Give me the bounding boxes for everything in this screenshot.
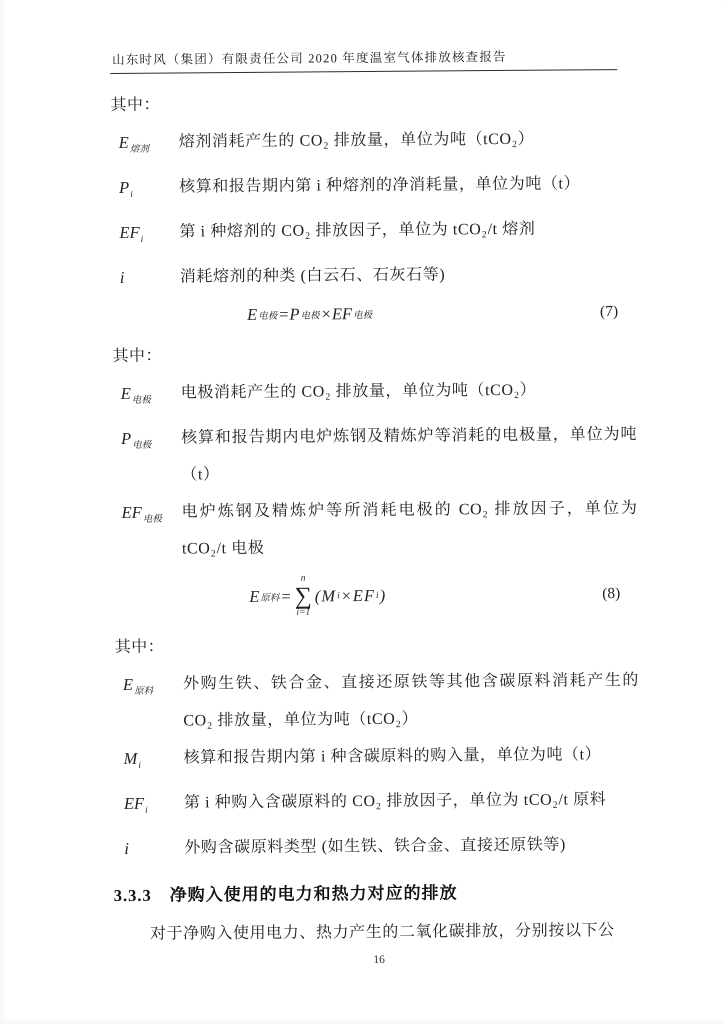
symbol-ef-electrode: $EF_{电极}$	[121, 502, 162, 525]
equation-7: E 电极 = P 电极 × EF 电极 (7)	[247, 303, 619, 324]
symbol-i: i	[124, 838, 129, 858]
summation-symbol: n ∑ i=1	[294, 573, 312, 618]
definition-text: 核算和报告期内第 i 种熔剂的净消耗量，单位为吨（t）	[179, 175, 581, 196]
definition-text: 电极消耗产生的 CO₂ 排放量，单位为吨（tCO₂）	[180, 381, 537, 402]
section-number: 3.3.3	[113, 885, 152, 906]
definition-text: 核算和报告期内第 i 种含碳原料的购入量，单位为吨（t）	[183, 746, 602, 767]
equation-number: (8)	[602, 584, 621, 602]
symbol-e-material: $E_{原料}$	[122, 674, 154, 697]
symbol-e-electrode: $E_{电极}$	[120, 383, 151, 406]
symbol-m-i: $M_i$	[123, 748, 142, 771]
where-label: 其中：	[114, 638, 165, 657]
definition-row	[113, 490, 638, 568]
symbol-p-electrode: $P_{电极}$	[120, 428, 152, 451]
running-header	[110, 46, 617, 74]
definition-row	[115, 736, 639, 785]
equation-number: (7)	[599, 303, 619, 321]
symbol-ef-i: $EF_i$	[123, 793, 148, 816]
definition-text: 第 i 种购入含碳原料的 CO₂ 排放因子，单位为 tCO₂/t 原料	[183, 791, 607, 812]
definition-text: 外购含碳原料类型 (如生铁、铁合金、直接还原铁等)	[184, 836, 567, 857]
definition-row	[112, 255, 636, 296]
where-label: 其中：	[112, 347, 162, 366]
definition-row	[115, 662, 640, 740]
definition-row	[111, 210, 635, 259]
definition-row	[116, 781, 640, 830]
section-title: 净购入使用的电力和热力对应的排放	[169, 883, 458, 905]
page-number: 16	[373, 953, 385, 967]
definition-row	[111, 165, 635, 214]
definition-row	[116, 826, 640, 867]
definition-row	[113, 371, 637, 420]
definition-text: 外购生铁、铁合金、直接还原铁等其他含碳原料消耗产生的 CO₂ 排放量，单位为吨（tCO₂）	[182, 671, 640, 730]
equation-8: E 原料 = n ∑ i=1 (M i × EF i ) (8)	[249, 573, 621, 618]
symbol-ef-i: $EF_i$	[119, 222, 144, 245]
report-title: 山东时风（集团）有限责任公司 2020 年度温室气体排放核查报告	[112, 49, 507, 68]
definition-text: 熔剂消耗产生的 CO₂ 排放量，单位为吨（tCO₂）	[178, 130, 535, 151]
section-heading	[113, 873, 641, 914]
page-content	[110, 46, 641, 968]
body-paragraph: 对于净购入使用电力、热力产生的二氧化碳排放，分别按以下公	[149, 922, 615, 943]
definition-text: 核算和报告期内电炉炼钢及精炼炉等消耗的电极量，单位为吨（t）	[180, 425, 638, 484]
definition-text: 电炉炼钢及精炼炉等所消耗电极的 CO₂ 排放因子，单位为 tCO₂/t 电极	[181, 499, 638, 558]
definition-text: 消耗熔剂的种类 (白云石、石灰石等)	[179, 266, 446, 286]
symbol-e-flux: $E_{熔剂}$	[118, 132, 149, 155]
where-label: 其中：	[110, 96, 161, 115]
symbol-i: i	[119, 267, 125, 287]
symbol-p-i: $P_i$	[119, 177, 133, 200]
definition-row	[113, 416, 638, 494]
definition-row	[111, 120, 635, 169]
definition-text: 第 i 种熔剂的 CO₂ 排放因子，单位为 tCO₂/t 熔剂	[179, 220, 536, 241]
